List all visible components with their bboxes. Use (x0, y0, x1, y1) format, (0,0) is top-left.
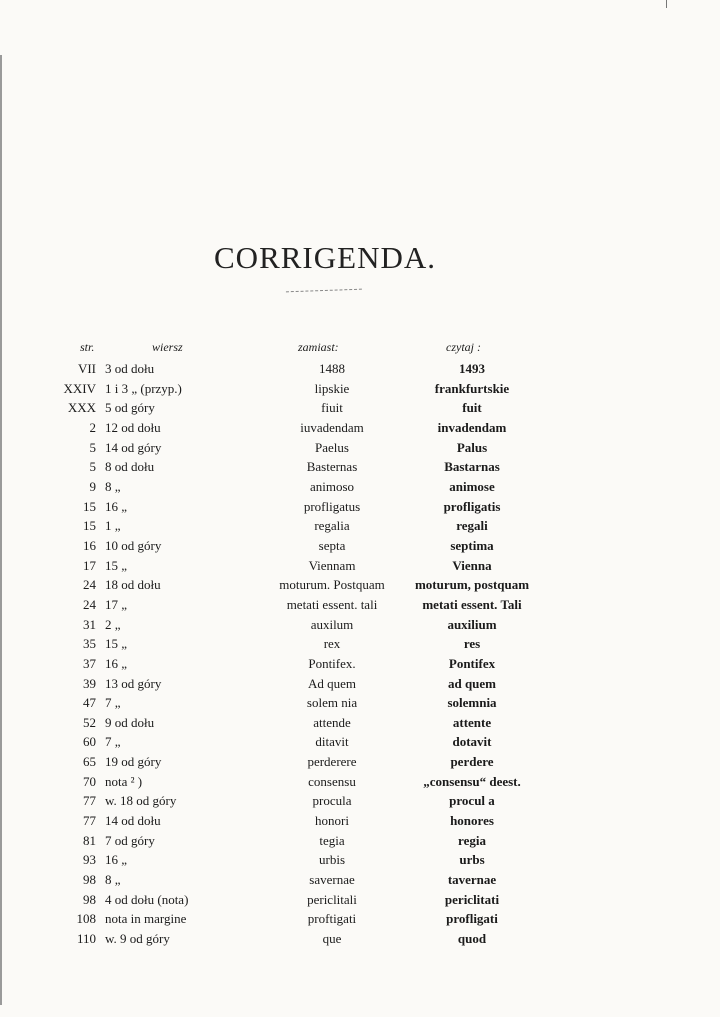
page-cell: 39 (83, 675, 96, 691)
table-row (0, 833, 720, 853)
line-cell: nota ² ) (105, 773, 143, 789)
table-row (0, 558, 720, 578)
wrong-reading-cell: regalia (314, 518, 350, 534)
line-cell: 8 od dołu (105, 459, 155, 475)
wrong-reading-cell: honori (315, 813, 349, 829)
wrong-reading-cell: Pontifex. (308, 655, 356, 671)
correct-reading-cell: res (463, 636, 481, 652)
page-cell: XXIV (63, 380, 96, 396)
table-row (0, 793, 720, 813)
correct-reading-cell: solemnia (447, 695, 497, 711)
wrong-reading-cell: periclitali (307, 891, 357, 907)
line-cell: 19 od góry (105, 754, 162, 770)
correct-reading-cell: profligati (446, 911, 498, 927)
table-row (0, 381, 720, 401)
line-cell: 18 od dołu (105, 577, 161, 593)
correct-reading-cell: perdere (450, 754, 494, 770)
correct-reading-cell: regia (458, 832, 486, 848)
correct-reading-cell: periclitati (444, 891, 500, 907)
page-cell: 16 (83, 537, 96, 553)
wrong-reading-cell: iuvadendam (300, 419, 364, 435)
wrong-reading-cell: Paelus (315, 439, 349, 455)
table-row (0, 479, 720, 499)
line-cell: 16 „ (105, 852, 128, 868)
line-cell: 1 „ (105, 518, 121, 534)
page-cell: 60 (83, 734, 96, 750)
wrong-reading-cell: moturum. Postquam (279, 577, 385, 593)
line-cell: 7 od góry (105, 832, 155, 848)
header-zamiast: zamiast: (298, 340, 339, 354)
page-cell: 2 (89, 419, 96, 435)
line-cell: 2 „ (105, 616, 121, 632)
table-row (0, 911, 720, 931)
wrong-reading-cell: que (322, 931, 342, 947)
page-cell: 17 (83, 557, 96, 573)
corrigenda-table (0, 361, 720, 951)
line-cell: 7 „ (105, 734, 121, 750)
table-row (0, 400, 720, 420)
table-row (0, 774, 720, 794)
correct-reading-cell: Bastarnas (444, 459, 500, 475)
page-cell: 47 (83, 695, 96, 711)
wrong-reading-cell: septa (318, 537, 346, 553)
page-cell: 52 (83, 714, 96, 730)
line-cell: 8 „ (105, 872, 121, 888)
correct-reading-cell: invadendam (437, 419, 507, 435)
page-cell: 70 (83, 773, 96, 789)
table-row (0, 518, 720, 538)
line-cell: 15 „ (105, 636, 128, 652)
line-cell: 15 „ (105, 557, 128, 573)
table-row (0, 420, 720, 440)
correct-reading-cell: 1493 (459, 361, 485, 376)
table-row (0, 617, 720, 637)
line-cell: 4 od dołu (nota) (105, 891, 189, 907)
wrong-reading-cell: tegia (319, 832, 345, 848)
table-row (0, 656, 720, 676)
page-cell: 24 (83, 596, 96, 612)
wrong-reading-cell: profligatus (303, 498, 361, 514)
table-row (0, 440, 720, 460)
page-cell: 65 (83, 754, 96, 770)
correct-reading-cell: frankfurtskie (434, 380, 510, 396)
table-row (0, 715, 720, 735)
wrong-reading-cell: animoso (309, 478, 355, 494)
wrong-reading-cell: lipskie (314, 380, 350, 396)
correct-reading-cell: auxilium (447, 616, 497, 632)
line-cell: 10 od góry (105, 537, 162, 553)
page-cell: 24 (83, 577, 96, 593)
page-cell: VII (77, 361, 96, 376)
line-cell: 14 od dołu (105, 813, 161, 829)
header-czytaj: czytaj : (446, 340, 481, 354)
table-row (0, 931, 720, 951)
wrong-reading-cell: metati essent. tali (286, 596, 378, 612)
page-cell: 5 (89, 439, 96, 455)
wrong-reading-cell: Basternas (306, 459, 358, 475)
header-str: str. (80, 340, 95, 354)
page-cell: 93 (83, 852, 96, 868)
table-row (0, 459, 720, 479)
page-cell: 81 (83, 832, 96, 848)
wrong-reading-cell: 1488 (319, 361, 345, 376)
page-cell: 15 (83, 498, 96, 514)
table-row (0, 852, 720, 872)
page-cell: 98 (83, 872, 96, 888)
title-ornament (286, 289, 362, 297)
page-cell: 37 (83, 655, 96, 671)
table-row (0, 577, 720, 597)
correct-reading-cell: urbs (459, 852, 485, 868)
correct-reading-cell: moturum, postquam (414, 577, 530, 593)
correct-reading-cell: Pontifex (448, 655, 496, 671)
wrong-reading-cell: savernae (309, 872, 355, 888)
line-cell: 3 od dołu (105, 361, 155, 376)
table-row (0, 538, 720, 558)
page-cell: 108 (76, 911, 96, 927)
line-cell: nota in margine (105, 911, 187, 927)
line-cell: 7 „ (105, 695, 121, 711)
wrong-reading-cell: Viennam (308, 557, 356, 573)
correct-reading-cell: tavernae (447, 872, 497, 888)
page-cell: 77 (83, 793, 96, 809)
line-cell: w. 18 od góry (105, 793, 177, 809)
page-cell: 98 (83, 891, 96, 907)
page-cell: XXX (67, 400, 96, 416)
table-row (0, 695, 720, 715)
table-row (0, 813, 720, 833)
page-cell: 9 (89, 478, 96, 494)
table-row (0, 872, 720, 892)
line-cell: 17 „ (105, 596, 128, 612)
page-cell: 5 (89, 459, 96, 475)
wrong-reading-cell: proftigati (307, 911, 357, 927)
correct-reading-cell: septima (450, 537, 494, 553)
page-cell: 77 (83, 813, 96, 829)
page-cell: 15 (83, 518, 96, 534)
wrong-reading-cell: consensu (308, 773, 356, 789)
line-cell: w. 9 od góry (105, 931, 170, 947)
page-cell: 31 (83, 616, 96, 632)
table-row (0, 636, 720, 656)
line-cell: 16 „ (105, 498, 128, 514)
table-row (0, 597, 720, 617)
wrong-reading-cell: rex (323, 636, 341, 652)
correct-reading-cell: fuit (462, 400, 482, 416)
table-row (0, 754, 720, 774)
line-cell: 13 od góry (105, 675, 162, 691)
table-row (0, 499, 720, 519)
wrong-reading-cell: urbis (319, 852, 345, 868)
line-cell: 9 od dołu (105, 714, 155, 730)
line-cell: 14 od góry (105, 439, 162, 455)
correct-reading-cell: profligatis (443, 498, 501, 514)
correct-reading-cell: Vienna (452, 557, 492, 573)
correct-reading-cell: metati essent. Tali (422, 596, 522, 612)
line-cell: 5 od góry (105, 400, 155, 416)
header-wiersz: wiersz (152, 340, 183, 354)
wrong-reading-cell: Ad quem (307, 675, 357, 691)
wrong-reading-cell: auxilum (310, 616, 354, 632)
wrong-reading-cell: procula (312, 793, 352, 809)
page-title: CORRIGENDA. (214, 240, 436, 275)
correct-reading-cell: dotavit (452, 734, 492, 750)
wrong-reading-cell: ditavit (315, 734, 349, 750)
correct-reading-cell: ad quem (447, 675, 497, 691)
table-row (0, 892, 720, 912)
page-cell: 35 (83, 636, 96, 652)
correct-reading-cell: regali (456, 518, 488, 534)
correct-reading-cell: animose (449, 478, 495, 494)
correct-reading-cell: „consensu“ deest. (423, 773, 521, 789)
correct-reading-cell: honores (450, 813, 494, 829)
wrong-reading-cell: fiuit (321, 400, 343, 416)
correct-reading-cell: quod (457, 931, 487, 947)
table-row (0, 676, 720, 696)
page-cell: 110 (76, 931, 96, 947)
line-cell: 12 od dołu (105, 419, 161, 435)
correct-reading-cell: attente (452, 714, 492, 730)
line-cell: 16 „ (105, 655, 128, 671)
line-cell: 8 „ (105, 478, 121, 494)
line-cell: 1 i 3 „ (przyp.) (105, 380, 182, 396)
table-row (0, 734, 720, 754)
scan-mark (666, 0, 667, 8)
wrong-reading-cell: solem nia (306, 695, 358, 711)
correct-reading-cell: procul a (449, 793, 495, 809)
table-row (0, 361, 720, 381)
correct-reading-cell: Palus (456, 439, 488, 455)
wrong-reading-cell: perderere (307, 754, 357, 770)
wrong-reading-cell: attende (313, 714, 351, 730)
